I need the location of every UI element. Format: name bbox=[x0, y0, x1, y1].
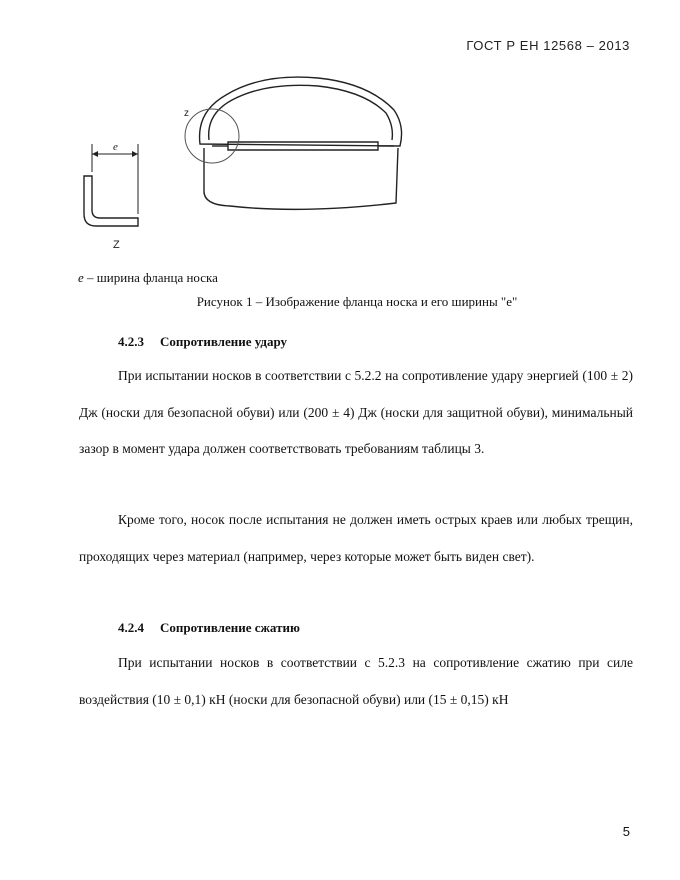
toe-cap-dome-outer bbox=[200, 77, 402, 146]
legend-text: – ширина фланца носка bbox=[83, 270, 218, 285]
label-e: e bbox=[113, 141, 118, 153]
label-z-profile: Z bbox=[113, 239, 120, 251]
flange-profile bbox=[84, 176, 138, 226]
toe-cap-dome-inner bbox=[209, 85, 393, 140]
paragraph: При испытании носков в соответствии с 5.2.3 на сопротивление сжатию при силе воздействия (10 ± 0,1) кН (носки для безопасной обуви) или (15 ± 0,15) кН bbox=[79, 655, 633, 707]
paragraph: Кроме того, носок после испытания не должен иметь острых краев или любых трещин, проходящих через материал (например, через которые может быть виден свет). bbox=[79, 512, 633, 564]
section-number: 4.2.4 bbox=[118, 620, 144, 635]
section-title: Сопротивление сжатию bbox=[160, 620, 300, 635]
document-code-header: ГОСТ Р ЕН 12568 – 2013 bbox=[466, 38, 630, 53]
figure-caption: Рисунок 1 – Изображение фланца носка и его ширины "е" bbox=[196, 294, 518, 309]
paragraph: При испытании носков в соответствии с 5.2.2 на сопротивление удару энергией (100 ± 2) Дж (носки для безопасной обуви) или (200 ± 4) Дж (носки для защитной обуви), минимальный зазор в момент удара должен соответствовать требованиям таблицы 3. bbox=[79, 368, 633, 456]
page-number: 5 bbox=[622, 824, 630, 839]
figure-legend bbox=[78, 270, 218, 286]
section-number: 4.2.3 bbox=[118, 334, 144, 349]
toe-cap-outline bbox=[204, 148, 398, 209]
label-z-detail: z bbox=[184, 108, 189, 119]
detail-circle-z bbox=[185, 109, 239, 163]
legend-symbol: е bbox=[78, 270, 84, 285]
section-title: Сопротивление удару bbox=[160, 334, 288, 349]
section-heading-4-2-3 bbox=[118, 334, 287, 350]
toe-cap-figure bbox=[0, 0, 680, 270]
section-heading-4-2-4 bbox=[118, 620, 300, 636]
